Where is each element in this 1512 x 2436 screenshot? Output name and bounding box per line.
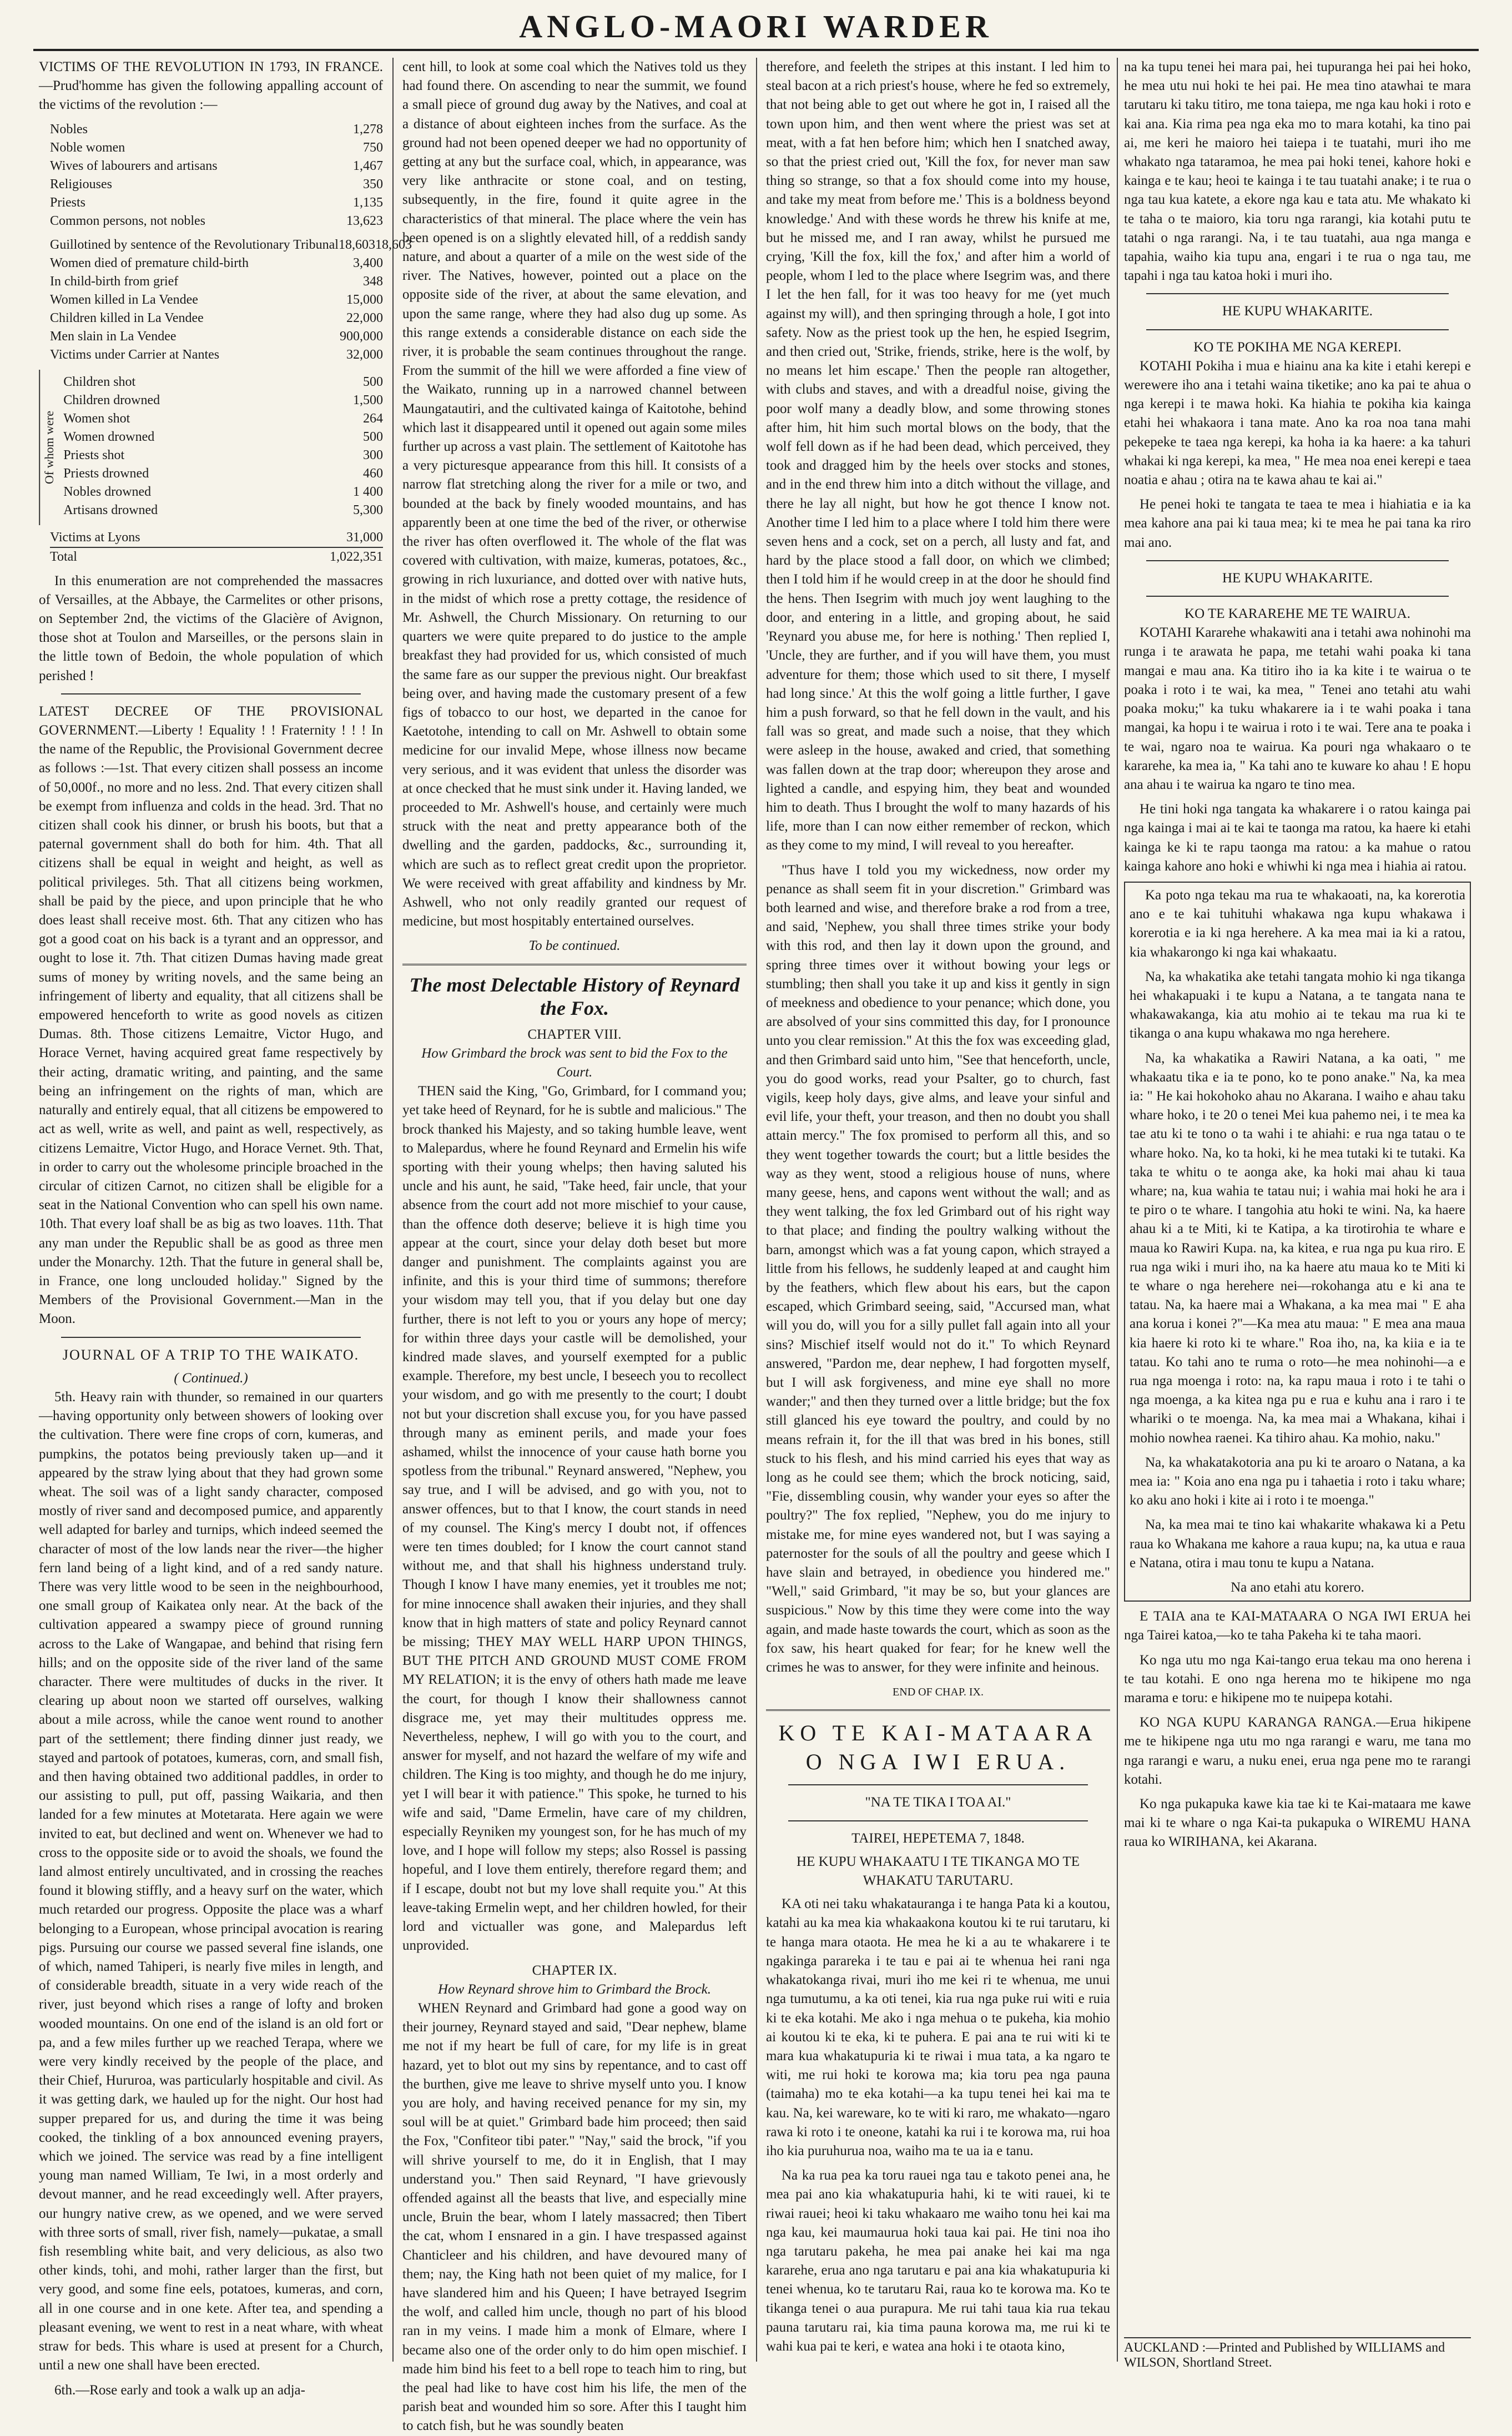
stats-value: 1,278	[353, 122, 383, 137]
stats-value: 350	[363, 177, 383, 192]
column-divider	[1117, 58, 1118, 2362]
stats-row	[50, 291, 383, 309]
stats-value: 5,300	[353, 502, 383, 517]
stats-value	[261, 346, 322, 364]
court-text-5: Na, ka mea mai te tino kai whakarite whakawa ki a Petu raua ko Whakana me kahore a raua kupu; na, ka utua e raua e Natana, otira i mau tonu te kupu a Natana.	[1130, 1517, 1465, 1571]
stats-row	[50, 309, 383, 328]
stats-value: 18,603	[338, 237, 375, 252]
divider	[1146, 329, 1449, 330]
stats-value: 460	[363, 466, 383, 481]
divider	[402, 964, 747, 965]
stats-value: 348	[363, 274, 383, 289]
masthead-rule	[33, 49, 1479, 51]
stats-label: Wives of labourers and artisans	[50, 158, 218, 173]
column-3	[766, 58, 1110, 2362]
court-end: Na ano etahi atu korero.	[1231, 1580, 1364, 1596]
chapter-8-heading: CHAPTER VIII.	[527, 1026, 622, 1042]
stats-totals	[50, 529, 383, 566]
stats-row	[63, 373, 383, 391]
victims-intro: —Prud'homme has given the following appalling account of the victims of the revolution :—	[39, 78, 383, 113]
stats-value	[261, 309, 322, 328]
chapter-8-text: THEN said the King, "Go, Grimbard, for I command you; yet take heed of Reynard, for he is subtle and malicious." The brock thanked his Majesty, and so taking humble leave, went to Malepardus, where he found Reynard and Ermelin his wife sporting with their young whelps; then having saluted his uncle and his aunt, he said, "Take heed, fair uncle, that your absence from the court add not more mischief to your cause, than the offence doth deserve; believe it is high time you appear at the court, since your delay doth beset but more danger and punishment. The complaints against you are infinite, and this is your third time of summons; therefore your wisdom may tell you, that if you delay but one day further, there is not left to you or yours any hope of mercy; for within three days your castle will be demolished, your kindred made slaves, and yourself exempted for a public example. Therefore, my best uncle, I beseech you to recollect your wisdom, and go with me presently to the court; I doubt not but your discretion shall excuse you, for you have passed through many as eminent perils, and made your foes ashamed, whilst the innocence of your cause hath borne you spotless from the tribunal." Reynard answered, "Nephew, you say true, and I will be advised, and go with you, not to answer offences, but to that I know, the court stands in need of my counsel. The King's mercy I doubt not, if offences were ten times doubled; for I know the court cannot stand without me, and that shall his highness understand truly. Though I know I have many enemies, yet it troubles me not; for mine innocence shall awaken their injuries, and they shall know that in high matters of state and policy Reynard cannot be missing; THEY MAY WELL HARP UPON THINGS, BUT THE PITCH AND GROUND MUST COME FROM MY RELATION; it is the envy of others hath made me leave the court, for though I know their shallowness cannot disgrace me, yet may their multitudes oppress me. Nevertheless, nephew, I will go with you to the court, and answer for myself, and not hazard the welfare of my wife and children. The King is too mighty, and though he do me injury, yet I will bear it with patience." This spoke, he turned to his wife and said, "Dame Ermelin, have care of my children, especially Reyniken my youngest son, for he has much of my love, and I hope will follow my steps; also Rossel is passing hopeful, and I love them entirely, therefore regard them; and if I escape, doubt not but my love shall requite you." At this leave-taking Ermelin wept, and her children howled, for their lord and victualler was gone, and Malepardus left unprovided.	[402, 1084, 747, 1954]
stats-label: Women shot	[63, 411, 130, 426]
court-report-box	[1124, 882, 1471, 1602]
masthead: ANGLO-MAORI WARDER	[519, 8, 993, 44]
decree-text: —Liberty ! Equality ! ! Fraternity ! ! ! In the name of the Republic, the Provisional Government decree as follows :—1st. That every citizen shall possess an income of 50,000f., no more and no less. 2nd. That every citizen shall be exempt from influenza and colds in the head. 3rd. That no citizen shall cook his dinner, or brush his boots, but that a paternal government shall do both for him. 4th. That all citizens shall be equal in weight and height, as well as political privileges. 5th. That all citizens being workmen, shall be paid by the piece, and upon principle that he who does least shall receive most. 6th. That any citizen who has got a good coat on his back is a tyrant and an oppressor, and ought to lose it. 7th. That citizen Dumas having made great sums of money by writing novels, and the same being an infringement of liberty and equality, that all citizens shall be empowered henceforth to write as good novels as citizen Dumas. 8th. Those citizens Lemaitre, Victor Hugo, and Horace Vernet, having acquired great fame respectively by their acting, dramatic writing, and painting, and the same being an infringement on the rights of man, which are naturally and entirely equal, that all citizens be empowered to act as well, write as well, and paint as well, respectively, as citizens Lemaitre, Victor Hugo, and Horace Vernet. 9th. That, in order to carry out the wholesome principle broached in the circular of citizen Carnot, no citizen shall be eligible for a seat in the National Convention who can spell his own name. 10th. That every loaf shall be as big as two loaves. 11th. That any man under the Republic shall be as good as three men under the Monarchy. 12th. That the future in general shall be, in France, one long unclouded holiday." Signed by the Members of the Provisional Government.—Man in the Moon.	[39, 723, 383, 1327]
victims-article	[39, 58, 383, 115]
stats-row	[63, 428, 383, 446]
of-whom-label: Of whom were	[39, 370, 59, 525]
kupu-1-text-2: Na ka rua pea ka toru rauei nga tau e takoto penei ana, he mea pai ano kia whakatupuria hahi, ki te witi rauei, ki te riwai rauei; heoi ki taku whakaaro me waiho tonu hei kai ma nga kau, kei maumaurua hoki taua kai pai. He tini noa iho nga tarutaru pakeha, he mea pai anake hei kai ma nga kararehe, erua ano nga tarutaru e pai ana kia whakatupuria ki tenei whenua, ko te tarutaru Rai, raua ko te korowa ma. Ko te tikanga tenei o aua purapura. Me rui tahi taua kia rua tekau pauna tarutaru rai, kia tima pauna korowa ma, me rui ki te wahi kua pai te keri, e watea ana hoki i te otaota kino,	[766, 2168, 1110, 2354]
stats-value: 900,000	[340, 329, 383, 344]
divider	[766, 1709, 1110, 1711]
stats-value: 750	[363, 140, 383, 155]
chapter-9-text: WHEN Reynard and Grimbard had gone a good way on their journey, Reynard stayed and said, "Dear nephew, blame me not if my heart be full of care, for my life is in great hazard, yet to blot out my sins by repentance, and to cast off the burthen, give me leave to shrive myself unto you. I know you are holy, and having received penance for my sin, my soul will be at quiet." Grimbard bade him proceed; then said the Fox, "Confiteor tibi pater." "Nay," said the brock, "if you will shrive yourself to me, do it in English, that I may understand you." Then said Reynard, "I have grievously offended against all the beasts that live, and especially mine uncle, Bruin the bear, whom I lately massacred; then Tibert the cat, whom I ensnared in a gin. I have trespassed against Chanticleer and his children, and have devoured many of them; nay, the King hath not been quiet of my malice, for I have slandered him and his Queen; I have betrayed Isegrim the wolf, and called him uncle, though no part of his blood ran in my veins. I made him a monk of Elmare, where I became also one of the order only to do him open mischief. I made him bind his feet to a bell rope to teach him to ring, but the peal had like to have cost him his life, the men of the parish beat and wounded him so sore. After this I taught him to catch fish, but he was soundly beaten	[402, 2000, 747, 2434]
stats-label: Women killed in La Vendee	[50, 292, 198, 307]
stats-label: Children killed in La Vendee	[50, 310, 204, 325]
stats-row	[63, 483, 383, 501]
stats-value: 500	[363, 429, 383, 444]
divider	[1146, 293, 1449, 294]
stats-value	[261, 254, 322, 273]
stats-value: 32,000	[346, 347, 383, 362]
court-text-3: Na, ka whakatika a Rawiri Natana, a ka oati, " me whakaatu tika e ia te pono, ko te pono anake." Na, ka mea ia: " He kai hokohoko ahau no Akarana. I waiho e ahau taku whare hoko, i te 20 o tenei Mei kua pahemo nei, i te mea ka tae atu ki te tono o ta wahi i te ahiahi: e rua nga tatau o te whare hoko. Na, ko ta hoki, ki he mea tutaki ki te tutaki. Ka taka te whitu o te aonga ake, ka hoki mai ahau ki taua whare; na, kua wahia te tatau nui; i wahia mai hoki he ara i te piro o te whare. I tangohia atu hoki te wini. Na, ka haere ahau ki a te Miti, ki te Katipa, a ka tirotirohia te whare e maua ko Rawiri Kupa. na, ka kitea, e rua nga pu kua riro. E rua nga wiki i muri iho, na ka haere atu maua ko te Miti ki te whare o nga herehere nei—rokohanga atu e ki ana te tatau. Na, ka haere mai a Whakana, a ka mea mai " E aha ana korua i konei ?"—Ka mea atu maua: " E mea ana maua kia haere ki roto ki te whare." Roa iho, na, ka kiia e ia te tatau. Ko tahi ano te ruma o roto—he mea nohinohi—a e rua nga moenga i roto: na, ka rapu maua i roto i te tahi o nga moenga, a ka kitea nga pu e rua e kuhu ana i raro i te whariki o te moenga. Na, ka mea mai a Whakana, kihai i mohio nowhea raenei. Ka tihiro ahau. Ka mohio, naku."	[1130, 1050, 1465, 1446]
stats-row	[50, 175, 383, 194]
stats-row	[50, 328, 383, 346]
stats-value: 13,623	[346, 213, 383, 228]
stats-value: 18,603	[375, 237, 412, 252]
stats-row	[50, 236, 412, 254]
notice-text: E TAIA ana te KAI-MATAARA O NGA IWI ERUA hei nga Tairei katoa,—ko te taha Pakeha ki te taha maori.	[1124, 1609, 1471, 1643]
stats-label: Artisans drowned	[63, 502, 158, 517]
stats-label: Religiouses	[50, 177, 112, 192]
journal-continuation: cent hill, to look at some coal which the Natives told us they had found there. On ascending to near the summit, we found a small piece of ground dug away by the Natives, and coal at a distance of about eighteen inches from the surface. As the ground had not been opened deeper we had no opportunity of getting at any but the surface coal, which, in appearance, was very like anthracite or stone coal, and on testing, subsequently, in the fire, found it quite agree in the characteristics of that mineral. The place where the vein has been opened is on a slightly elevated hill, of a reddish sandy nature, and about a quarter of a mile on the west side of the river. The Natives, however, pointed out a place on the opposite side of the river, at about the same elevation, and upon the same range, where they had also dug up some. As this range extends a considerable distance on each side the river, it is probable the seam continues throughout the range. From the summit of the hill we were afforded a fine view of the Waikato, running up in a narrowed channel between Maungatautiri, and the cultivated kainga of Kaitotohe, behind which last it disappeared until it opened out again some miles further up across a vast plain. The settlement of Kaitotohe has a very picturesque appearance from this hill. It consists of a narrow flat stretching along the river for a mile or two, and bounded at the back by finely wooded mountains, and has apparently been at one time the bed of the river, or otherwise the river has often overflowed it. The whole of the flat was covered with cultivation, with maize, kumeras, potatoes, &c., growing in rich luxuriance, and dotted over with native huts, in the midst of which rose a pretty cottage, the residence of Mr. Ashwell, the Church Missionary. On returning to our quarters we were quite prepared to do justice to the ample breakfast they had provided for us, which consisted of much the same fare as our supper the previous night. Our breakfast being over, and having made the customary present of a few figs of tobacco to our host, we departed in the canoe for Kaetotohe, intending to call on Mr. Ashwell to obtain some medicine for our invalid Mepe, whose illness now became very serious, and it was evident that unless the disorder was at once checked that he must sink under it. Having landed, we proceeded to Mr. Ashwell's house, and certainly were much struck with the neat and pretty appearance both of the dwelling and the garden, paddocks, &c., surrounding it, which are such as to reflect great credit upon the proprietor. We were received with great affability and kindness by Mr. Ashwell, who not only readily granted our request of medicine, but most hospitably entertained ourselves.	[402, 59, 747, 929]
stats-label: Priests	[50, 195, 86, 210]
stats-value: 500	[363, 374, 383, 389]
stats-label: Noble women	[50, 140, 125, 155]
stats-value	[261, 291, 322, 309]
stats-label: Guillotined by sentence of the Revolutionary Tribunal	[50, 237, 339, 252]
kupu-2-text-2: He penei hoki te tangata te taea te mea i hiahiatia e ia ka mea kahore ana pai ki taua mea; ki te mea he pai tana ka riro mai ano.	[1124, 497, 1471, 550]
stats-row	[50, 547, 383, 566]
column-4	[1124, 58, 1471, 2362]
stats-label: Men slain in La Vendee	[50, 329, 177, 344]
notice-text-2: Ko nga utu mo nga Kai-tango erua tekau ma ono herena i te tau kotahi. E ono nga herena mo te hikipene mo nga marama e toru: e hikipene mo te nuipepa kotahi.	[1124, 1652, 1471, 1706]
divider	[788, 1820, 1088, 1821]
stats-label: Priests shot	[63, 447, 125, 462]
journal-end: 6th.—Rose early and took a walk up an adja-	[54, 2382, 305, 2398]
stats-label: Nobles	[50, 122, 88, 137]
court-text: Ka poto nga tekau ma rua te whakaoati, na, ka korerotia ano e te kai tuhituhi whakawa nga kupu whakawa i korerotia e ia ki nga herehere. A ka mea mai ia ki a ratou, kia whakarongo ki nga kai whakaatu.	[1130, 887, 1465, 960]
stats-value: 1,500	[353, 392, 383, 407]
stats-row	[63, 465, 383, 483]
column-2	[402, 58, 747, 2434]
court-text-4: Na, ka whakatakotoria ana pu ki te aroaro o Natana, a ka mea ia: " Koia ano ena nga pu i tahaetia i roto i taku whare; ko aku ano hoki i kite ai i roto i te moenga."	[1130, 1454, 1465, 1508]
notice-text-4: Ko nga pukapuka kawe kia tae ki te Kai-mataara me kawe mai ki te whare o nga Kai-ta pukapuka o WIREMU HANA raua ko WIRIHANA, kei Akarana.	[1124, 1796, 1471, 1850]
court-text-2: Na, ka whakatika ake tetahi tangata mohio ki nga tikanga hei whakapuaki i te kupu a Natana, a te tangata nana te whakawakanga, kia atu mohio ai te tekau ma rua ki te tikanga o ana kupu whakawa mo nga herehere.	[1130, 969, 1465, 1041]
divider	[1146, 596, 1449, 597]
victims-heading: VICTIMS OF THE REVOLUTION IN 1793, IN FRANCE.	[39, 59, 383, 74]
stats-value: 1,135	[353, 195, 383, 210]
stats-row	[63, 410, 383, 428]
motto: "NA TE TIKA I TOA AI."	[865, 1795, 1011, 1810]
stats-row	[63, 391, 383, 410]
journal-title: JOURNAL OF A TRIP TO THE WAIKATO.	[62, 1346, 360, 1363]
stats-label: Nobles drowned	[63, 484, 152, 499]
stats-label: In child-birth from grief	[50, 274, 179, 289]
of-whom-group	[39, 370, 383, 525]
stats-label: Priests drowned	[63, 466, 149, 481]
kupu-3-heading: HE KUPU WHAKARITE.	[1222, 570, 1373, 586]
stats-row	[50, 346, 383, 364]
chapter-8-subtitle: How Grimbard the brock was sent to bid the Fox to the Court.	[421, 1045, 728, 1080]
stats-row	[50, 254, 383, 273]
divider	[788, 1784, 1088, 1785]
dateline: TAIREI, HEPETEMA 7, 1848.	[851, 1830, 1025, 1846]
stats-label: Women died of premature child-birth	[50, 255, 249, 270]
stats-label: Common persons, not nobles	[50, 213, 205, 228]
stats-label: Total	[50, 549, 77, 564]
stats-value: 1,022,351	[330, 549, 383, 564]
decree-article	[39, 702, 383, 1329]
stats-row	[63, 501, 383, 520]
notice-text-3: KO NGA KUPU KARANGA RANGA.—Erua hikipene me te hikipene nga utu mo nga rarangi e waru, me tana mo nga rarangi e waru, a nuku enei, erua nga pene mo te rarangi kotahi.	[1124, 1715, 1471, 1787]
stats-label: Children drowned	[63, 392, 160, 407]
stats-value: 31,000	[346, 530, 383, 545]
stats-row	[50, 157, 383, 175]
stats-label: Victims under Carrier at Nantes	[50, 347, 220, 362]
divider	[61, 693, 361, 694]
divider	[1146, 560, 1449, 561]
journal-text: 5th. Heavy rain with thunder, so remained in our quarters—having opportunity only between showers of looking over the cultivation. There were fine crops of corn, kumeras, and pumpkins, the potatos being previously taken up—and it appeared by the straw lying about that they had grown some wheat. The soil was of a light sandy character, composed mostly of river sand and decomposed pumice, and apparently well adapted for barley and turnips, which indeed seemed the character of most of the low lands near the river—the higher fern land being of a light kind, and of a red sandy nature. There was very little wood to be seen in the neighbourhood, one small group of Kaikatea only near. At the back of the cultivation appeared a swampy piece of ground running across to the Lake of Wangapae, and behind that rising fern hills; and on the opposite side of the river land of the same character. There were multitudes of ducks in the river. It clearing up about noon we started off ourselves, walking about a mile across, while the canoe went round to another part of the settlement; there finding dinner just ready, we stayed and partook of potatoes, kumeras, corn, and small fish, and then having obtained two additional paddles, in order to our assisting to pull, put off, passing Waikaria, and then landed for a few minutes at Motetarata. Here again we were invited to eat, but declined and went on. Whenever we had to cross to the opposite side or to avoid the shoals, we found the land almost entirely uncultivated, and in crossing the reaches found it blowing stiffly, and a heavy surf on the water, which much retarded our progress. Opposite the place was a wharf belonging to a European, whose principal avocation is rearing pigs. Pursuing our course we passed several fine islands, one of which, named Tahiperi, is nearly five miles in length, and of considerable breadth, situate in a very wide reach of the river, just beyond which rises a range of lofty and broken wooded mountains. On one end of the island is an old fort or pa, and a few miles further up we reached Terapa, where we were very kindly received by the people of the place, and their Chief, Hururoa, was particularly hospitable and civil. As it was getting dark, we hauled up for the night. Our host had supper prepared for us, and during the time it was being cooked, the tinkling of a box announced evening prayers, which we joined. The service was read by a fine intelligent young man named William, Te Iwi, in a most orderly and devout manner, and he read exceedingly well. After prayers, our hungry native crew, as we opened, and we were served with three sorts of small, river fish, namely—pukatae, a small fish resembling white bait, and very delicious, as also two other kinds, tohi, and mohi, rather larger than the first, but very good, and some fine eels, potatoes, kumeras, and corn, all in one course and in one kete. After tea, and spending a pleasant evening, we went to rest in a neat whare, with wheat straw for beds. This whare is used at present for a Church, until a new one shall have been erected.	[39, 1389, 383, 2373]
imprint: AUCKLAND :—Printed and Published by WILLIAMS and WILSON, Shortland Street.	[1124, 2337, 1471, 2370]
kupu-2-subheading: KO TE POKIHA ME NGA KEREPI.	[1193, 339, 1402, 355]
chapter-9-heading: CHAPTER IX.	[532, 1962, 617, 1978]
stats-row	[50, 273, 383, 291]
stats-row	[50, 120, 383, 139]
stats-table-3	[63, 373, 383, 520]
end-of-chapter: END OF CHAP. IX.	[893, 1686, 984, 1699]
journal-continued: ( Continued.)	[174, 1370, 248, 1386]
kupu-1-continuation: na ka tupu tenei hei mara pai, hei tupuranga hei pai hei hoko, he mea utu nui hoki te hei pai. He mea tino atawhai te mara tarutaru ki taku titiro, me tona taiepa, me nga kau hoki i roto e kai ana. Kia rima pea nga eka mo to mara kotahi, ka tino pai ai, me keri he maioro hei taiepa i te tuatahi, muri iho me whakato nga tataramoa, he mea pai hoki tenei, kahore hoki e kainga e te kau; heoi te kainga i te tau tuatahi anake; i te rua o nga tau kua katete, a ekore nga kau e tata atu. Me whakato ki te taha o te maioro, kia toru nga rarangi, kia kotahi putu te tatahi o nga rarangi. Na, i te tau tuatahi, aua nga manga e tapahia, waiho kia tupu ana, engari i te rua o nga tau, me tapahi i nga tau katoa hoki i muri iho.	[1124, 59, 1471, 284]
stats-label: Children shot	[63, 374, 136, 389]
kupu-2-heading: HE KUPU WHAKARITE.	[1222, 304, 1373, 319]
stats-value: 300	[363, 447, 383, 462]
stats-value: 1 400	[353, 484, 383, 499]
stats-table-1	[50, 120, 383, 230]
victims-note: In this enumeration are not comprehended the massacres of Versailles, at the Abbaye, the Carmelites or other prisons, on September 2nd, the victims of the Glacière of Avignon, those shot at Toulon and Marseilles, or the persons slain in the little town of Bedoin, the whole population of which perished !	[39, 573, 383, 683]
kupu-3-text-2: He tini hoki nga tangata ka whakarere i o ratou kainga pai nga kainga i mai ai te kai te taonga ma ratou, ka haere ki etahi kainga ke ki te rapu taonga ma ratou: a ka mahue o ratou kainga kahore ano hoki e whiwhi ki nga mea i hiahia ai ratou.	[1124, 802, 1471, 874]
stats-row	[50, 529, 383, 547]
kupu-2-text: KOTAHI Pokiha i mua e hiainu ana ka kite i etahi kerepi e werewere iho ana i tetahi waina tiketike; ano ka pai te ahua o nga kerepi i te mawa hoki. Ka hiahia te pokiha kia kainga etahi hei whakaora i tana mate. Ano ka roa noa tana mahi pekepeke te taea nga kerepi, ka hoha ia ka haere: a ka tahuri whakai ki nga kerepi, ka mea, " He mea noa enei kerepi e taea noatia e ahau ; otira na te kawa ahau te kai ai."	[1124, 358, 1471, 488]
stats-label: Women drowned	[63, 429, 155, 444]
stats-row	[50, 212, 383, 230]
stats-value: 22,000	[346, 310, 383, 325]
divider	[61, 1337, 361, 1338]
stats-value	[261, 273, 322, 291]
kupu-3-text: KOTAHI Kararehe whakawiti ana i tetahi awa nohinohi ma runga i te arawata he papa, me tetahi wahi poaka ki tana mangai e mau ana. Ka titiro iho ia ka kite i te wairua o te poaka i roto i te wai, ka mea, " Tenei ano tetahi atu wahi poaka moku;" ka tuku whakarere ia i te wahi poaka i tana mangai, ka hopu i te wairua i roto i te wai. Tere ana te poaka i te wai, ngaro noa te wairua. Ka pouri nga whakaaro o te kararehe, ka mea ia, " Ka tahi ano te kuware ko ahau ! E hopu ana ahau i te wairua ka ngaro te tino mea.	[1124, 625, 1471, 792]
kupu-1-text: KA oti nei taku whakatauranga i te hanga Pata ki a koutou, katahi au ka mea kia whakaakona koutou ki te rui tarutaru, ki te hanga mara otaota. He mea he ki a au te whakarere i te ngakinga parareka i te tau e pai ai te whenua hei rani nga whakatokanga rivai, muri iho me kei ri te whenua, me unui nga tumutumu, a ka oti tenei, kia rua nga puke rui witi e ruia ki te eka kotahi. Me ako i nga mehua o te pukeha, kia mohio ai koutou ki te eka, ki te puhera. E pai ana te rui witi ki te mara kua whakatupuria ki te riwai i mua tata, a ka ngaro te witi, me rui hoki te korowa ma; kia toru pea nga pauna (taimaha) mo te eka kotahi—a ka tupu tenei hei kai ma te kau. Na, kei wareware, ko te witi ki raro, me whakato—ngaro rawa ki roto i te oneone, katahi ka rui i te korowa ma, rui hoa iho kia puruhurua noa, waiho ma te ua ia e tanu.	[766, 1896, 1110, 2158]
stats-label: Victims at Lyons	[50, 530, 140, 545]
stats-row	[50, 194, 383, 212]
kupu-1-heading: HE KUPU WHAKAATU I TE TIKANGA MO TE WHAKATU TARUTARU.	[797, 1854, 1080, 1889]
kupu-3-subheading: KO TE KARAREHE ME TE WAIRUA.	[1185, 606, 1410, 622]
decree-heading: LATEST DECREE OF THE PROVISIONAL GOVERNMENT.	[39, 703, 383, 738]
stats-row	[50, 139, 383, 157]
reynard-title: The most Delectable History of Reynard the Fox.	[409, 973, 740, 1019]
stats-value: 1,467	[353, 158, 383, 173]
to-be-continued: To be continued.	[528, 938, 621, 954]
chapter-9-subtitle: How Reynard shrove him to Grimbard the Brock.	[437, 1981, 712, 1997]
stats-value: 3,400	[353, 255, 383, 270]
reynard-continuation-2: "Thus have I told you my wickedness, now order my penance as shall seem fit in your discretion." Grimbard was both learned and wise, and therefore brake a rod from a tree, and said, 'Nephew, you shall three times strike your body with this rod, and then lay it down upon the ground, and spring three times over it without bowing your legs or stumbling; then shall you take it up and kiss it gently in sign of meekness and obedience to your penance; which done, you are absolved of your sins committed this day, for I pronounce unto you clear remission." At this the fox was exceeding glad, and then Grimbard said unto him, "See that henceforth, uncle, you do good works, read your Psalter, go to church, fast vigils, keep holy days, give alms, and leave your sinful and evil life, your theft, your treason, and then no doubt you shall attain mercy." The fox promised to perform all this, and so they went together towards the court; but a little besides the way as they went, stood a religious house of nuns, where many geese, hens, and capons went without the wall; and as they went talking, the fox led Grimbard out of his right way to that place; and finding the poultry walking without the barn, amongst which was a fat young capon, which strayed a little from his fellows, he suddenly leaped at and caught him by the feathers, which flew about his ears, but the capon escaped, which Grimbard seeing, said, "Accursed man, what will you do, will you for a silly pullet fall again into all your sins? Mischief itself would not do it." To which Reynard answered, "Pardon me, dear nephew, I had forgotten myself, but I will ask forgiveness, and mine eye shall no more wander;" and then they turned over a little bridge; but the fox still glanced his eye toward the poultry, and could by no means refrain it, for the ill that was bred in his bones, still stuck to his flesh, and his mind carried his eyes that way as long as he could see them; which the brock noticing, said, "Fie, dissembling cousin, why wander your eyes so after the poultry?" The fox replied, "Nephew, you do me injury to mistake me, for mine eyes wandered not, but I was saying a paternoster for the souls of all the poultry and geese which I have slain and betrayed, in obedience you hindered me." "Well," said Grimbard, "it may be so, but your glances are suspicious." Now by this time they were come into the way again, and made haste towards the court, which as soon as the fox saw, his heart quaked for fear; for he knew well the crimes he was to answer, for they were infinite and heinous.	[766, 862, 1110, 1675]
reynard-continuation: therefore, and feeleth the stripes at this instant. I led him to steal bacon at a rich priest's house, where he fed so extremely, that not being able to get out where he got in, I raised all the town upon him, and then went where the priest was set at meat, with a fat hen before him; which hen I snatched away, so that the priest cried out, 'Kill the fox, for never man saw thing so strange, so that a fox should come into my house, and take my meat from before me.' This is a boldness beyond knowledge.' And with these words he threw his knife at me, but he missed me, and I ran away, whilst he pursued me crying, 'Kill the fox, kill the fox,' and after him a world of people, whom I led to the place where Isegrim was, and there I let the hen fall, for it was too heavy for me (yet much against my will), and then springing through a hole, I got into safety. Now as the priest took up the hen, he espied Isegrim, and then cried out, 'Strike, friends, strike, here is the wolf, by no means let him escape.' Then the people ran altogether, with clubs and staves, and with a dreadful noise, giving the poor wolf many a deadly blow, and some throwing stones after him, hit him such mortal blows on the body, that the wolf fell down as if he had been dead, which perceived, they took and dragged him by the heels over stocks and stones, and in the end threw him into a ditch without the village, and there he lay all night, but how he got thence I know not. Another time I led him to a place where I told him there were seven hens and a cock, set on a perch, all lusty and fat, and hard by the place stood a fall door, on which we climbed; then I told him if he would creep in at the door he should find the hens. Then Isegrim with much joy went laughing to the door, and entering in a little, and groping about, he said 'Reynard you abuse me, for here is nothing.' Then replied I, 'Uncle, they are further, and if you will have them, you must adventure for them; those which used to sit there, I myself had long since.' At this the wolf going a little further, I gave him a push forward, so that he fell down in the vault, and his fall was so great, and made such a noise, that they which were asleep in the house, awaked and cried, that something was fallen down at the trap door; whereupon they arose and lighted a candle, and espying him, they beat and wounded him to death. Thus I brought the wolf to many hazards of his life, more than I can now either remember of reckon, which as they come to my mind, I will reveal to you hereafter.	[766, 59, 1111, 853]
maori-section-title: KO TE KAI-MATAARA O NGA IWI ERUA.	[778, 1720, 1098, 1775]
column-divider	[756, 58, 757, 2362]
stats-value: 264	[363, 411, 383, 426]
stats-table-2	[50, 236, 412, 364]
stats-row	[63, 446, 383, 465]
column-divider	[392, 58, 394, 2362]
column-1	[39, 58, 412, 2398]
stats-value	[261, 328, 322, 346]
stats-value: 15,000	[346, 292, 383, 307]
